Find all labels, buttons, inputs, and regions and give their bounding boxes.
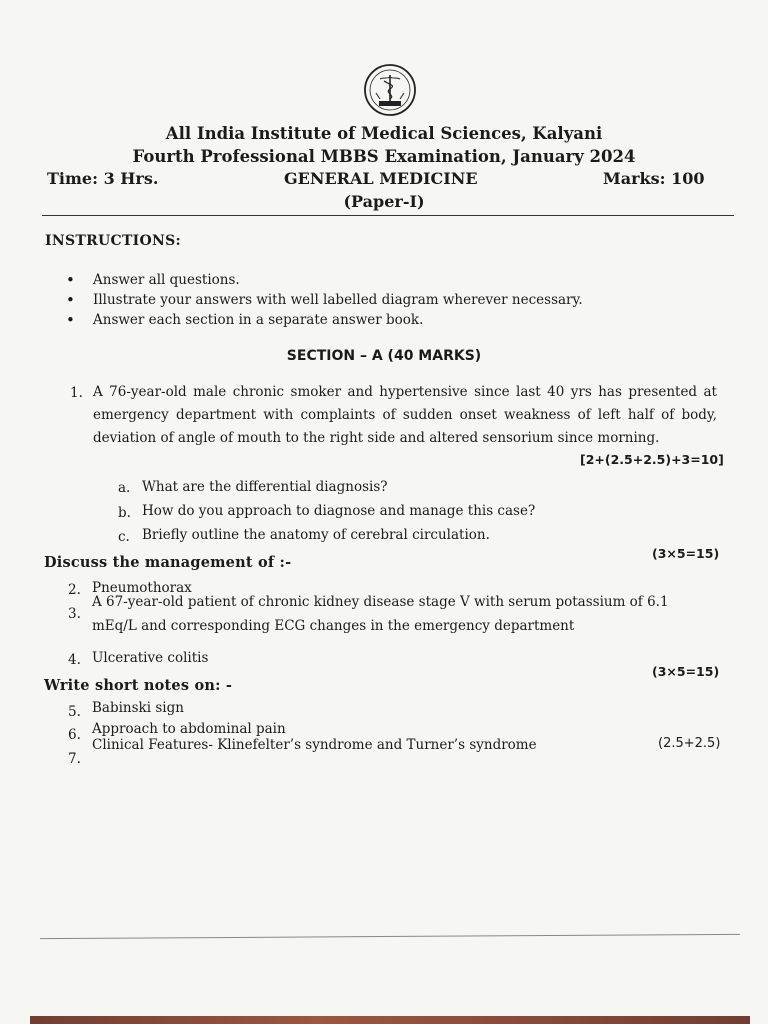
question-number: 3. [68, 606, 81, 622]
discuss-heading: Discuss the management of :- [44, 554, 292, 571]
exam-title: Fourth Professional MBBS Examination, January 2024 [132, 147, 636, 166]
question-number: 5. [68, 704, 81, 720]
question-number: 7. [68, 751, 81, 767]
institute-logo-icon [362, 63, 418, 117]
question-1-marks: [2+(2.5+2.5)+3=10] [580, 452, 724, 467]
subject-title: GENERAL MEDICINE [284, 169, 478, 188]
part-label: b. [118, 505, 131, 521]
header-divider [42, 215, 734, 216]
short-notes-marks: (3×5=15) [652, 664, 720, 679]
instruction-item: • Illustrate your answers with well labelled diagram wherever necessary. [66, 292, 583, 312]
instructions-list [66, 272, 583, 332]
instruction-item: • Answer all questions. [66, 272, 583, 292]
page-edge-band [30, 1016, 750, 1024]
question-2-text: Pneumothorax [92, 580, 192, 596]
institute-name: All India Institute of Medical Sciences, Kalyani [165, 124, 603, 143]
part-text: How do you approach to diagnose and manage this case? [142, 503, 536, 519]
question-number: 1. [70, 385, 83, 401]
exam-time: Time: 3 Hrs. [47, 169, 159, 188]
question-7-text: Clinical Features- Klinefelter’s syndrome and Turner’s syndrome [92, 737, 537, 753]
instructions-heading: INSTRUCTIONS: [45, 233, 181, 249]
discuss-marks: (3×5=15) [652, 546, 720, 561]
question-5-text: Babinski sign [92, 700, 184, 716]
short-notes-heading: Write short notes on: - [44, 677, 233, 694]
part-label: a. [118, 480, 131, 496]
section-heading: SECTION – A (40 MARKS) [286, 348, 482, 364]
total-marks: Marks: 100 [603, 169, 705, 188]
paper-label: (Paper-I) [343, 192, 425, 211]
instruction-item: • Answer each section in a separate answer book. [66, 312, 583, 332]
part-label: c. [118, 529, 130, 545]
question-number: 2. [68, 582, 81, 598]
question-4-text: Ulcerative colitis [92, 650, 209, 666]
question-3-line-1: A 67-year-old patient of chronic kidney disease stage V with serum potassium of 6.1 [92, 594, 669, 610]
question-1-text: A 76-year-old male chronic smoker and hypertensive since last 40 yrs has presented at emergency department with complaints of sudden onset weakness of left half of body, deviation of angle of mouth to the right side and altered sensorium since morning. [93, 384, 717, 446]
part-text: What are the differential diagnosis? [142, 479, 388, 495]
question-6-text: Approach to abdominal pain [92, 721, 286, 737]
question-number: 4. [68, 652, 81, 668]
footer-divider [40, 934, 740, 939]
question-3-line-2: mEq/L and corresponding ECG changes in the emergency department [92, 618, 575, 634]
question-number: 6. [68, 727, 81, 743]
part-text: Briefly outline the anatomy of cerebral circulation. [142, 527, 490, 543]
question-7-marks: (2.5+2.5) [658, 736, 721, 751]
